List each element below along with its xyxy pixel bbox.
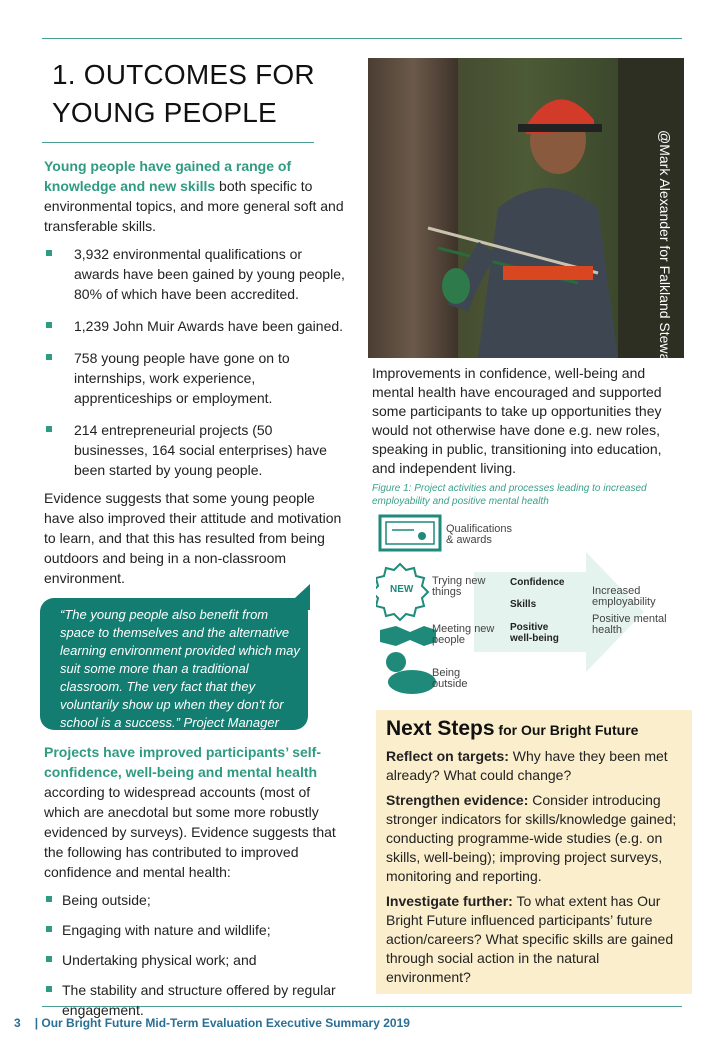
top-rule [42,38,682,39]
certificate-icon [380,516,440,550]
activity-label: Trying new things [432,575,486,598]
handshake-icon [380,626,436,646]
wellbeing-lead: Projects have improved participants’ self-confidence, well-being and mental health [44,744,321,780]
list-item: 214 entrepreneurial projects (50 businesses, 164 social enterprises) have been started by young people. [44,420,346,480]
bullet-icon [46,956,52,962]
activity-label: Meeting new people [432,623,495,646]
page-number: 3 [14,1016,21,1030]
list-item: 3,932 environmental qualifications or awards have been gained by young people, 80% of which have been accredited. [44,244,346,304]
outcome-label: Increased employability [592,585,656,608]
bullet-icon [46,926,52,932]
next-steps-heading: Next Steps for Our Bright Future [386,717,639,740]
sun-cloud-icon [386,652,436,694]
process-label: Confidence [510,577,565,588]
bullet-icon [46,896,52,902]
list-item: The stability and structure offered by regular engagement. [44,980,346,1020]
wellbeing-section [44,742,346,1030]
bullet-icon [46,250,52,256]
photo-credit: @Mark Alexander for Falkland Stewardship Trust [657,130,673,435]
list-item: 1,239 John Muir Awards have been gained. [44,316,346,336]
left-column [44,156,346,596]
list-item: Engaging with nature and wildlife; [44,920,346,940]
list-item: 758 young people have gone on to internships, work experience, apprenticeships or employment. [44,348,346,408]
wellbeing-rest: according to widespread accounts (most of which are anecdotal but some more robustly evidenced by surveys). Evidence suggests that the following has contributed to improved confidence and mental health: [44,784,336,880]
bullet-icon [46,322,52,328]
skills-list [44,244,346,480]
bullet-icon [46,354,52,360]
bullet-icon [46,986,52,992]
page-title: 1. OUTCOMES FOR YOUNG PEOPLE [52,59,315,128]
page-footer [14,1016,410,1030]
title-underline [42,142,314,143]
contributors-list [44,890,346,1020]
list-item: Being outside; [44,890,346,910]
process-label: Skills [510,599,537,610]
intro-rest: both specific to environmental topics, and more general soft and transferable skills. [44,178,344,234]
next-steps-box [376,710,692,994]
process-label: Positive well-being [510,622,559,644]
wellbeing-paragraph [44,742,346,882]
activity-label: Being outside [432,667,468,690]
next-step-item: Investigate further: To what extent has Our Bright Future influenced participants’ future action/careers? What specific skills are gained through social action in the natural environment? [386,893,674,985]
next-step-item: Reflect on targets: Why have they been met already? What could change? [386,748,668,783]
evidence-paragraph: Evidence suggests that some young people have also improved their attitude and motivation to learn, and that this has resulted from being outdoors and being in a non-classroom environment. [44,490,342,586]
intro-paragraph [44,156,346,236]
figure-caption: Figure 1: Project activities and processes leading to increased employability and positive mental health [372,483,647,507]
bullet-icon [46,426,52,432]
outcomes-diagram [376,512,686,702]
intro-lead: Young people have gained a range of knowledge and new skills [44,158,292,194]
footer-text: | Our Bright Future Mid-Term Evaluation Executive Summary 2019 [34,1016,410,1030]
next-step-item: Strengthen evidence: Consider introducing stronger indicators for skills/knowledge gained; conducting programme-wide studies (e.g. on skills, well-being); improving project surveys, monitoring and reporting. [386,792,677,884]
outcome-label: Positive mental health [592,613,667,636]
quote-text: “The young people also benefit from space to themselves and the alternative learning environment provided which may suit some more than a traditional classroom. The very fact that they voluntarily show up when they don't for school is a success.” Project Manager [60,607,300,730]
improvements-paragraph: Improvements in confidence, well-being and mental health have encouraged and supported some participants to take up opportunities they would not otherwise have done e.g. new roles, speaking in public, transitioning into education, and independent living. [372,365,662,476]
quote-box [40,598,308,730]
process-arrow [474,552,644,672]
list-item: Undertaking physical work; and [44,950,346,970]
activity-label: Qualifications & awards [446,523,513,546]
new-badge-label: NEW [390,584,414,595]
